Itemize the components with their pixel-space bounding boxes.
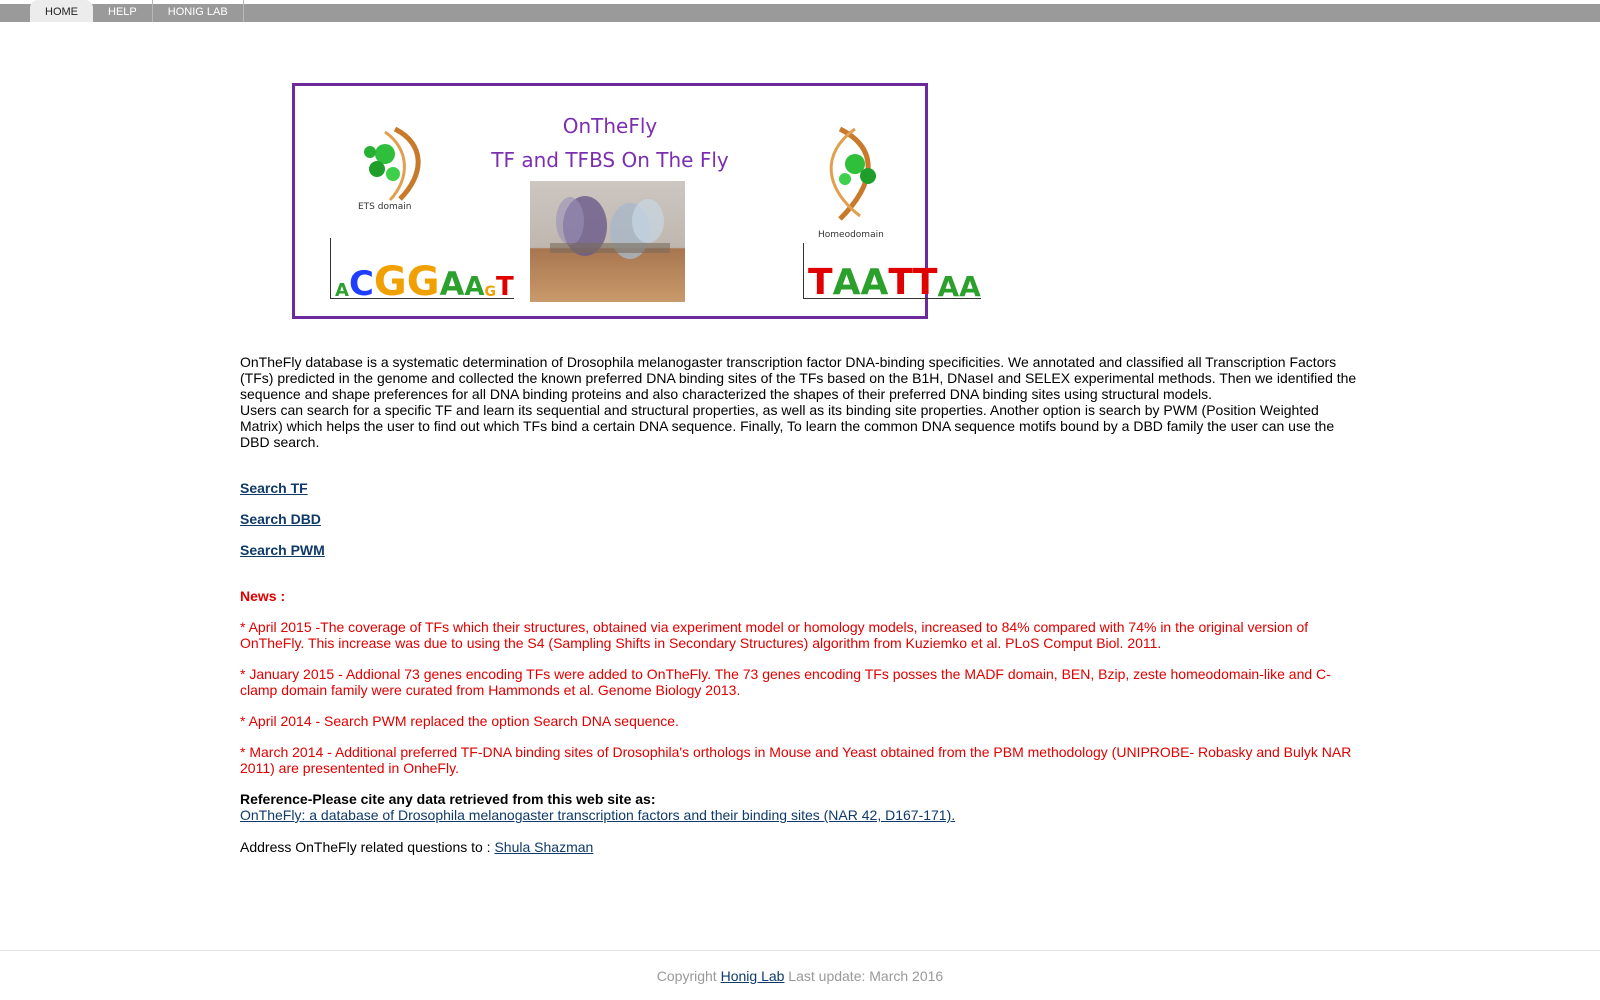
homeodomain-caption: Homeodomain	[818, 230, 884, 240]
contact-link[interactable]: Shula Shazman	[494, 839, 594, 855]
tab-home[interactable]: HOME	[30, 0, 93, 22]
contact-block	[240, 839, 1362, 855]
contact-label: Address OnTheFly related questions to :	[240, 839, 495, 855]
main-content	[240, 354, 1362, 855]
banner-title: OnTheFly	[562, 114, 658, 138]
intro-paragraph-1: OnTheFly database is a systematic determination of Drosophila melanogaster transcription factor DNA-binding specificities. We annotated and classified all Transcription Factors (TFs) predicted in the genome and collected the known preferred DNA binding sites of the TFs based on the B1H, DNaseI and SELEX experimental methods. Then we identified the sequence and shape preferences for all DNA binding proteins and also characterized the shapes of their preferred DNA binding sites using structural models.	[240, 354, 1357, 402]
banner-image	[292, 83, 981, 319]
reference-label: Reference-Please cite any data retrieved from this web site as:	[240, 791, 656, 807]
ets-domain-structure-icon	[355, 124, 435, 204]
homeodomain-sequence-logo: T A A T T A A	[803, 243, 981, 299]
news-item: * April 2015 -The coverage of TFs which their structures, obtained via experiment model or homology models, increased to 84% compared with 74% in the original version of OnTheFly. This increase was due to using the S4 (Sampling Shifts in Secondary Structures) algorithm from Kuziemko et al. PLoS Comput Biol. 2011.	[240, 619, 1309, 651]
fly-figurines-icon	[530, 181, 685, 302]
footer-divider	[0, 950, 1600, 951]
banner-subtitle: TF and TFBS On The Fly	[491, 148, 729, 172]
search-pwm-link[interactable]: Search PWM	[240, 542, 325, 558]
homeodomain-structure-icon	[810, 124, 890, 224]
tab-honig-lab[interactable]: HONIG LAB	[153, 0, 244, 22]
footer-copyright: Copyright	[656, 968, 721, 984]
top-navbar	[0, 4, 1600, 22]
search-tf-link[interactable]: Search TF	[240, 480, 308, 496]
nav-tabs	[30, 0, 244, 22]
news-heading: News :	[240, 588, 286, 604]
ets-sequence-logo: A C G G A A G T	[330, 238, 514, 299]
tab-help[interactable]: HELP	[93, 0, 153, 22]
reference-link[interactable]: OnTheFly: a database of Drosophila melanogaster transcription factors and their binding sites (NAR 42, D167-171).	[240, 807, 956, 823]
news-item: * April 2014 - Search PWM replaced the option Search DNA sequence.	[240, 713, 679, 729]
footer	[0, 968, 1600, 984]
fly-photo	[530, 181, 685, 302]
search-links	[240, 480, 1362, 558]
news-item: * January 2015 - Addional 73 genes encoding TFs were added to OnTheFly. The 73 genes encoding TFs posses the MADF domain, BEN, Bzip, zeste homeodomain-like and C-clamp domain family were curated from Hammonds et al. Genome Biology 2013.	[240, 666, 1331, 698]
intro-paragraph-2: Users can search for a specific TF and learn its sequential and structural properties, as well as its binding site properties. Another option is search by PWM (Position Weighted Matrix) which helps the user to find out which TFs bind a certain DNA sequence. Finally, To learn the common DNA sequence motifs bound by a DBD family the user can use the DBD search.	[240, 402, 1335, 450]
reference-block	[240, 791, 1362, 823]
search-dbd-link[interactable]: Search DBD	[240, 511, 321, 527]
footer-last-update: Last update: March 2016	[784, 968, 944, 984]
ets-domain-caption: ETS domain	[358, 202, 412, 212]
footer-honig-lab-link[interactable]: Honig Lab	[720, 968, 785, 984]
news-item: * March 2014 - Additional preferred TF-DNA binding sites of Drosophila's orthologs in Mouse and Yeast obtained from the PBM methodology (UNIPROBE- Robasky and Bulyk NAR 2011) are presentented in OnheFly.	[240, 744, 1352, 776]
